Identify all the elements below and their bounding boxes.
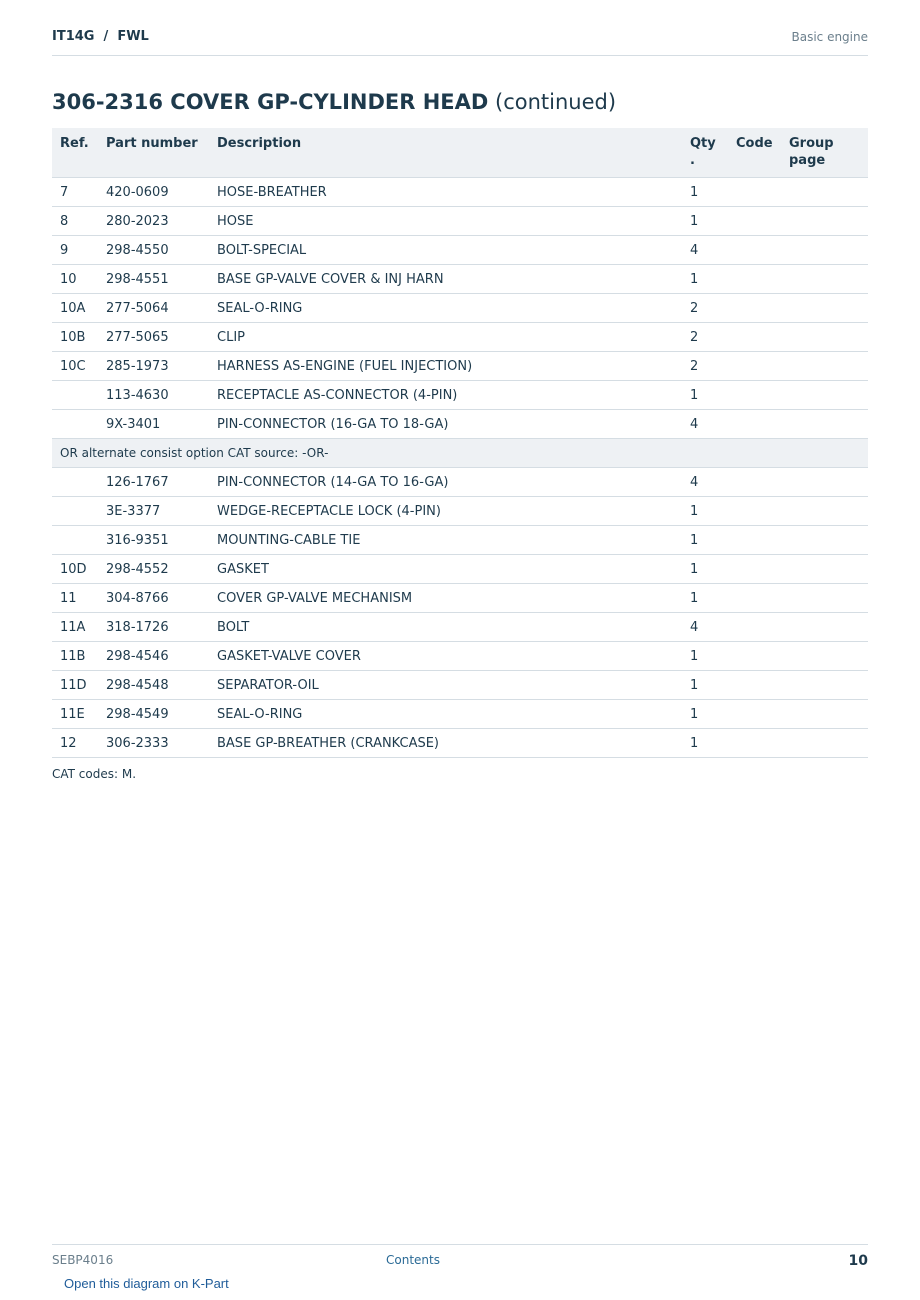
cell-part-number: 306-2333: [98, 729, 209, 758]
cell-group-page: [781, 410, 868, 439]
cell-qty: 1: [682, 729, 728, 758]
cell-group-page: [781, 497, 868, 526]
cell-part-number: 3E-3377: [98, 497, 209, 526]
cell-part-number: 298-4548: [98, 671, 209, 700]
cell-description: CLIP: [209, 323, 682, 352]
cell-code: [728, 468, 781, 497]
cell-ref: 10: [52, 265, 98, 294]
cell-ref: 10A: [52, 294, 98, 323]
cell-description: HOSE: [209, 207, 682, 236]
cell-description: SEAL-O-RING: [209, 700, 682, 729]
cell-description: GASKET-VALVE COVER: [209, 642, 682, 671]
cell-code: [728, 323, 781, 352]
cell-group-page: [781, 584, 868, 613]
cell-qty: 1: [682, 497, 728, 526]
table-row: [52, 352, 868, 381]
page-title-main: 306-2316 COVER GP-CYLINDER HEAD: [52, 90, 489, 114]
cell-description: PIN-CONNECTOR (16-GA TO 18-GA): [209, 410, 682, 439]
cell-qty: 1: [682, 381, 728, 410]
cell-group-page: [781, 178, 868, 207]
cell-qty: 1: [682, 555, 728, 584]
cell-code: [728, 381, 781, 410]
breadcrumb: IT14G / FWL: [52, 29, 149, 44]
header-row: [52, 128, 868, 178]
table-row: [52, 323, 868, 352]
cell-ref: 11A: [52, 613, 98, 642]
cell-description: HOSE-BREATHER: [209, 178, 682, 207]
cell-group-page: [781, 613, 868, 642]
cell-ref: [52, 526, 98, 555]
cell-part-number: 298-4552: [98, 555, 209, 584]
cell-ref: 10C: [52, 352, 98, 381]
cell-group-page: [781, 729, 868, 758]
cell-description: GASKET: [209, 555, 682, 584]
table-row: [52, 526, 868, 555]
cell-part-number: 280-2023: [98, 207, 209, 236]
cell-code: [728, 352, 781, 381]
cell-ref: [52, 468, 98, 497]
cell-group-page: [781, 671, 868, 700]
cell-part-number: 304-8766: [98, 584, 209, 613]
cell-description: HARNESS AS-ENGINE (FUEL INJECTION): [209, 352, 682, 381]
table-row: [52, 410, 868, 439]
table-row: [52, 642, 868, 671]
page-header: [52, 29, 868, 56]
cell-group-page: [781, 700, 868, 729]
column-header-ref: Ref.: [52, 128, 98, 178]
cell-qty: 4: [682, 468, 728, 497]
cell-part-number: 298-4546: [98, 642, 209, 671]
column-header-qty-line1: Qty: [690, 136, 716, 151]
cell-description: BASE GP-BREATHER (CRANKCASE): [209, 729, 682, 758]
cell-code: [728, 642, 781, 671]
column-header-part-number: Part number: [98, 128, 209, 178]
cell-code: [728, 700, 781, 729]
cell-group-page: [781, 555, 868, 584]
cell-qty: 2: [682, 352, 728, 381]
cell-group-page: [781, 236, 868, 265]
cell-code: [728, 555, 781, 584]
page-title-suffix: (continued): [488, 90, 617, 114]
cell-part-number: 9X-3401: [98, 410, 209, 439]
cell-code: [728, 178, 781, 207]
table-row: [52, 555, 868, 584]
table-row: [52, 178, 868, 207]
table-row: [52, 700, 868, 729]
cell-qty: 2: [682, 294, 728, 323]
cell-part-number: 298-4549: [98, 700, 209, 729]
column-header-qty: [682, 128, 728, 178]
cell-group-page: [781, 207, 868, 236]
cell-code: [728, 729, 781, 758]
column-header-group-line2: page: [789, 153, 826, 168]
cell-description: RECEPTACLE AS-CONNECTOR (4-PIN): [209, 381, 682, 410]
cell-code: [728, 584, 781, 613]
cell-code: [728, 265, 781, 294]
cell-ref: 11B: [52, 642, 98, 671]
cell-group-page: [781, 352, 868, 381]
table-row: [52, 265, 868, 294]
cell-ref: 7: [52, 178, 98, 207]
cell-ref: 10B: [52, 323, 98, 352]
page-title: [52, 90, 616, 114]
cell-description: SEPARATOR-OIL: [209, 671, 682, 700]
column-header-group-page: [781, 128, 868, 178]
cell-group-page: [781, 294, 868, 323]
cell-group-page: [781, 526, 868, 555]
cell-part-number: 318-1726: [98, 613, 209, 642]
cat-codes-note: CAT codes: M.: [52, 767, 137, 781]
cell-ref: 11E: [52, 700, 98, 729]
cell-part-number: 277-5064: [98, 294, 209, 323]
parts-table-header: [52, 128, 868, 178]
cell-code: [728, 613, 781, 642]
table-row: [52, 294, 868, 323]
contents-link[interactable]: Contents: [386, 1253, 440, 1267]
cell-ref: [52, 381, 98, 410]
section-name: Basic engine: [791, 30, 868, 44]
column-header-code: Code: [728, 128, 781, 178]
cell-description: MOUNTING-CABLE TIE: [209, 526, 682, 555]
cell-description: SEAL-O-RING: [209, 294, 682, 323]
cell-description: PIN-CONNECTOR (14-GA TO 16-GA): [209, 468, 682, 497]
cell-description: BASE GP-VALVE COVER & INJ HARN: [209, 265, 682, 294]
column-header-group-line1: Group: [789, 136, 834, 151]
cell-qty: 2: [682, 323, 728, 352]
cell-code: [728, 671, 781, 700]
cell-part-number: 298-4550: [98, 236, 209, 265]
cell-part-number: 285-1973: [98, 352, 209, 381]
cell-part-number: 316-9351: [98, 526, 209, 555]
cell-part-number: 420-0609: [98, 178, 209, 207]
cell-group-page: [781, 642, 868, 671]
cell-qty: 1: [682, 207, 728, 236]
cell-ref: 11D: [52, 671, 98, 700]
cell-qty: 1: [682, 526, 728, 555]
cell-qty: 4: [682, 236, 728, 265]
parts-table-body: [52, 178, 868, 758]
cell-code: [728, 294, 781, 323]
cell-qty: 1: [682, 642, 728, 671]
cell-ref: [52, 410, 98, 439]
table-row: [52, 613, 868, 642]
page-number: 10: [848, 1253, 868, 1269]
cell-description: WEDGE-RECEPTACLE LOCK (4-PIN): [209, 497, 682, 526]
cell-qty: 1: [682, 584, 728, 613]
table-row: [52, 497, 868, 526]
table-row: [52, 671, 868, 700]
cell-code: [728, 236, 781, 265]
cell-part-number: 126-1767: [98, 468, 209, 497]
cell-qty: 1: [682, 671, 728, 700]
cell-qty: 1: [682, 700, 728, 729]
document-code: SEBP4016: [52, 1253, 114, 1267]
table-row: [52, 381, 868, 410]
cell-group-page: [781, 468, 868, 497]
cell-ref: 10D: [52, 555, 98, 584]
cell-qty: 1: [682, 178, 728, 207]
cell-code: [728, 497, 781, 526]
cell-ref: 8: [52, 207, 98, 236]
cell-part-number: 298-4551: [98, 265, 209, 294]
cell-part-number: 277-5065: [98, 323, 209, 352]
cell-qty: 1: [682, 265, 728, 294]
page-footer: [52, 1244, 868, 1269]
open-in-kpart-link[interactable]: Open this diagram on K-Part: [64, 1276, 229, 1291]
parts-table: [52, 128, 868, 758]
cell-code: [728, 410, 781, 439]
cell-description: COVER GP-VALVE MECHANISM: [209, 584, 682, 613]
cell-ref: [52, 497, 98, 526]
table-row: [52, 729, 868, 758]
column-header-description: Description: [209, 128, 682, 178]
alternate-option-row: [52, 439, 868, 468]
cell-ref: 9: [52, 236, 98, 265]
table-row: [52, 236, 868, 265]
alternate-option-note: OR alternate consist option CAT source: -OR-: [52, 439, 868, 468]
cell-qty: 4: [682, 410, 728, 439]
cell-description: BOLT: [209, 613, 682, 642]
table-row: [52, 584, 868, 613]
cell-ref: 12: [52, 729, 98, 758]
cell-description: BOLT-SPECIAL: [209, 236, 682, 265]
column-header-qty-line2: .: [690, 153, 695, 168]
table-row: [52, 468, 868, 497]
cell-group-page: [781, 323, 868, 352]
cell-part-number: 113-4630: [98, 381, 209, 410]
cell-group-page: [781, 265, 868, 294]
cell-ref: 11: [52, 584, 98, 613]
cell-qty: 4: [682, 613, 728, 642]
cell-group-page: [781, 381, 868, 410]
cell-code: [728, 207, 781, 236]
table-row: [52, 207, 868, 236]
cell-code: [728, 526, 781, 555]
